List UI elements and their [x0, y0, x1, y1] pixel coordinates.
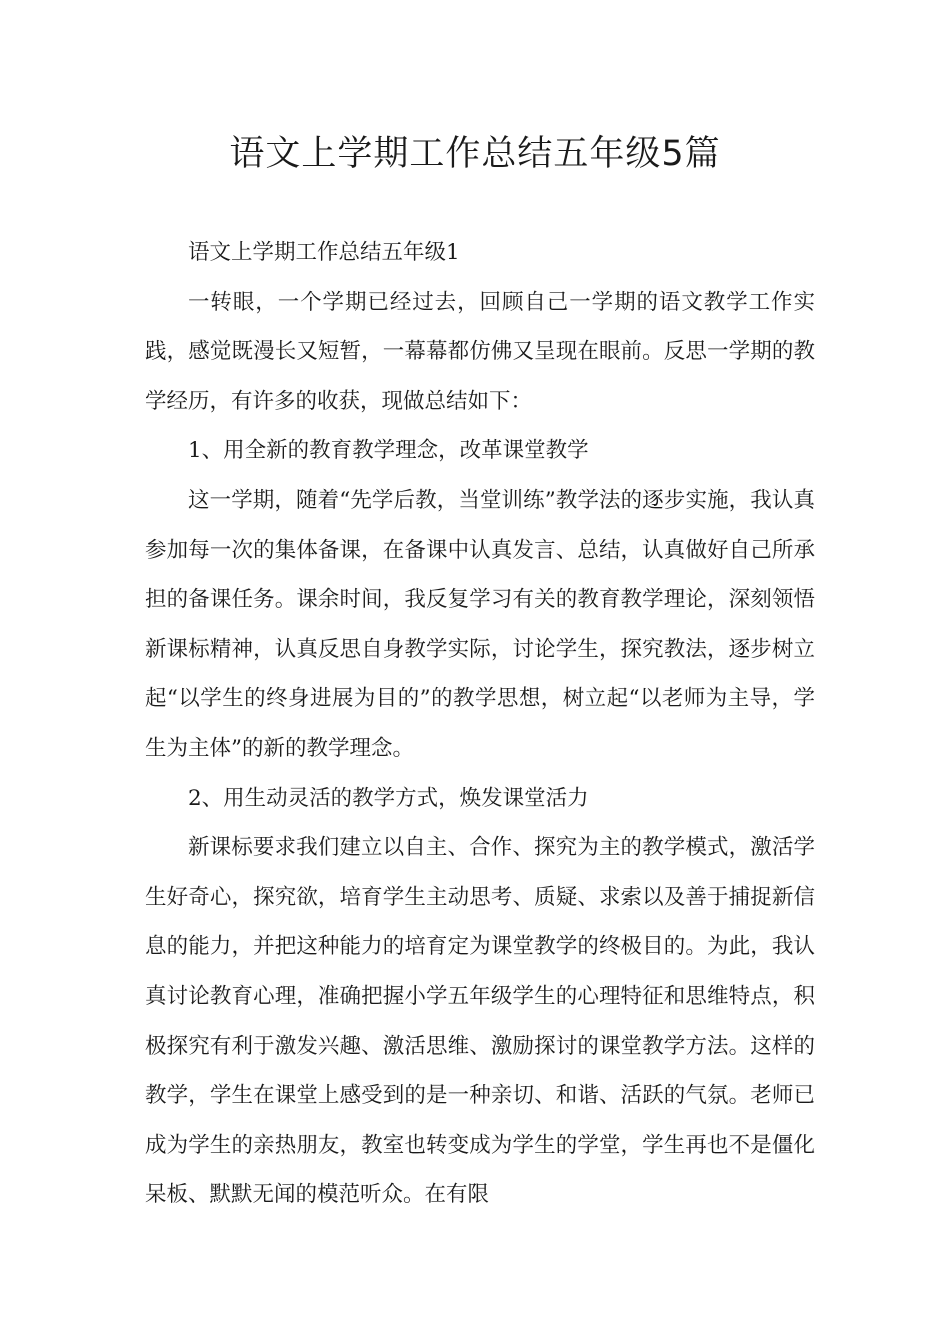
section-heading: 语文上学期工作总结五年级1: [188, 240, 460, 265]
paragraph: 这一学期，随着“先学后教，当堂训练”教学法的逐步实施，我认真参加每一次的集体备课，在备课中认真发言、总结，认真做好自己所承担的备课任务。课余时间，我反复学习有关的教育教学理论，深刻领悟新课标精神，认真反思自身教学实际，讨论学生，探究教法，逐步树立起“以学生的终身进展为目的”的教学思想，树立起“以老师为主导，学生为主体”的新的教学理念。: [145, 487, 815, 761]
paragraph: 新课标要求我们建立以自主、合作、探究为主的教学模式，激活学生好奇心，探究欲，培育学生主动思考、质疑、求索以及善于捕捉新信息的能力，并把这种能力的培育定为课堂教学的终极目的。为此，我认真讨论教育心理，准确把握小学五年级学生的心理特征和思维特点，积极探究有利于激发兴趣、激活思维、激励探讨的课堂教学方法。这样的教学，学生在课堂上感受到的是一种亲切、和谐、活跃的气氛。老师已成为学生的亲热朋友，教室也转变成为学生的学堂，学生再也不是僵化呆板、默默无闻的模范听众。在有限: [145, 835, 815, 1208]
section-heading: 1、用全新的教育教学理念，改革课堂教学: [188, 438, 589, 464]
document-title: 语文上学期工作总结五年级5篇: [229, 134, 721, 174]
section-heading: 2、用生动灵活的教学方式，焕发课堂活力: [188, 785, 589, 811]
paragraph: 一转眼，一个学期已经过去，回顾自己一学期的语文教学工作实践，感觉既漫长又短暂，一幕幕都仿佛又呈现在眼前。反思一学期的教学经历，有许多的收获，现做总结如下：: [145, 289, 815, 414]
document-body: [145, 228, 815, 1220]
